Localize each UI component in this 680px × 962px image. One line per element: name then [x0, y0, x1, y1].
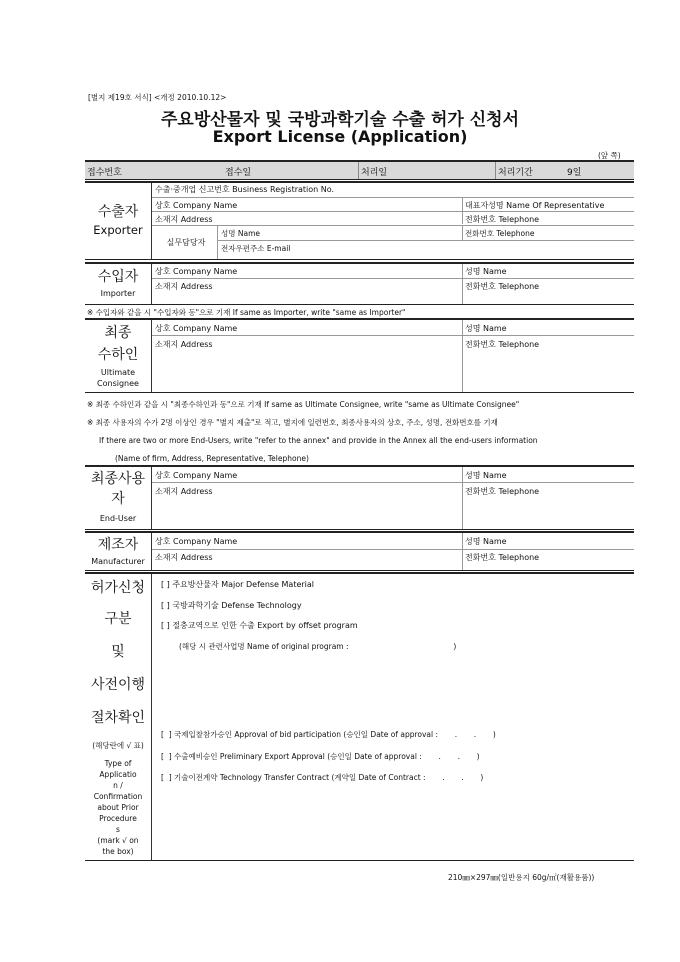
- exporter-representative-field[interactable]: 대표자성명 Name Of Representative: [465, 201, 605, 210]
- importer-telephone-field[interactable]: 전화번호 Telephone: [465, 282, 540, 291]
- procedure-preliminary-approval[interactable]: [ ] 수출예비승인 Preliminary Export Approval (승인일 Date of approval : . . ): [161, 752, 480, 761]
- receipt-date-label: 접수일: [225, 168, 252, 178]
- enduser-label: 최종사용 자 End-User: [85, 467, 152, 529]
- option-defense-technology[interactable]: [ ] 국방과학기술 Defense Technology: [161, 601, 302, 610]
- exporter-telephone-field[interactable]: 전화번호 Telephone: [465, 215, 540, 224]
- importer-note: ※ 수입자와 같을 시 "수입자와 동"으로 기재 If same as Importer, write "same as Importer": [87, 308, 406, 317]
- paper-spec-footer: 210㎜×297㎜(일반용지 60g/㎡(재활용품)): [448, 873, 595, 882]
- consignee-note: ※ 최종 수하인과 같을 시 "최종수하인과 동"으로 기재 If same as Ultimate Consignee, write "same as Ultimate Consignee": [87, 400, 520, 409]
- page-side-label: (앞 쪽): [598, 151, 621, 160]
- importer-name-field[interactable]: 성명 Name: [465, 267, 507, 276]
- enduser-address-field[interactable]: 소재지 Address: [155, 487, 213, 496]
- importer-label: 수입자 Importer: [85, 264, 152, 304]
- manufacturer-name-field[interactable]: 성명 Name: [465, 537, 507, 546]
- consignee-telephone-field[interactable]: 전화번호 Telephone: [465, 340, 540, 349]
- processing-header: [85, 160, 634, 180]
- procedure-bid-approval[interactable]: [ ] 국제입찰참가승인 Approval of bid participation (승인일 Date of approval : . . ): [161, 730, 496, 739]
- receipt-number-label: 접수번호: [87, 168, 122, 178]
- manufacturer-company-field[interactable]: 상호 Company Name: [155, 537, 238, 546]
- staff-email-field[interactable]: 전자우편주소 E-mail: [221, 244, 291, 253]
- consignee-name-field[interactable]: 성명 Name: [465, 324, 507, 333]
- manufacturer-section: [85, 531, 634, 571]
- manufacturer-telephone-field[interactable]: 전화번호 Telephone: [465, 553, 540, 562]
- staff-name-field[interactable]: 성명 Name: [221, 229, 261, 238]
- importer-company-field[interactable]: 상호 Company Name: [155, 267, 238, 276]
- importer-address-field[interactable]: 소재지 Address: [155, 282, 213, 291]
- consignee-address-field[interactable]: 소재지 Address: [155, 340, 213, 349]
- enduser-telephone-field[interactable]: 전화번호 Telephone: [465, 487, 540, 496]
- form-reference: [별지 제19호 서식] <개정 2010.10.12>: [88, 93, 227, 102]
- title-korean: 주요방산물자 및 국방과학기술 수출 허가 신청서: [160, 110, 520, 130]
- consignee-section: [85, 318, 634, 393]
- manufacturer-address-field[interactable]: 소재지 Address: [155, 553, 213, 562]
- importer-section: [85, 262, 634, 305]
- exporter-section: [85, 181, 634, 260]
- procedure-technology-transfer[interactable]: [ ] 기술이전계약 Technology Transfer Contract (계약일 Date of Contract : . . ): [161, 773, 484, 782]
- title-english: Export License (Application): [212, 127, 468, 146]
- exporter-label: 수출자 Exporter: [85, 183, 152, 259]
- exporter-address-field[interactable]: 소재지 Address: [155, 215, 213, 224]
- enduser-section: [85, 465, 634, 530]
- enduser-company-field[interactable]: 상호 Company Name: [155, 471, 238, 480]
- consignee-label: 최종 수하인 Ultimate Consignee: [85, 320, 152, 392]
- consignee-company-field[interactable]: 상호 Company Name: [155, 324, 238, 333]
- enduser-note-ko: ※ 최종 사용자의 수가 2명 이상인 경우 "별지 제출"로 적고, 별지에 일련번호, 최종사용자의 상호, 주소, 성명, 전화번호를 기재: [87, 418, 498, 427]
- enduser-note-en: If there are two or more End-Users, write "refer to the annex" and provide in the Annex all the end-users information: [99, 436, 538, 445]
- process-period-value: 9일: [567, 168, 582, 178]
- staff-label: 실무담당자: [166, 238, 206, 247]
- application-type-section: [85, 572, 634, 861]
- enduser-name-field[interactable]: 성명 Name: [465, 471, 507, 480]
- enduser-note-fields: (Name of firm, Address, Representative, Telephone): [115, 454, 309, 463]
- staff-telephone-field[interactable]: 전화번호 Telephone: [465, 229, 535, 238]
- application-type-label: 허가신청 구분 및 사전이행 절차확인 (해당란에 √ 표) Type of Applicatio n / Confirmation about Prior Procedure s (mark √ on the box): [85, 574, 152, 860]
- process-date-label: 처리일: [361, 168, 388, 178]
- process-period-label: 처리기간: [498, 168, 533, 178]
- option-defense-material[interactable]: [ ] 주요방산물자 Major Defense Material: [161, 580, 315, 589]
- option-offset-export[interactable]: [ ] 절충교역으로 인한 수출 Export by offset program: [161, 621, 358, 630]
- offset-program-name-field[interactable]: (해당 시 관련사업명 Name of original program : ): [179, 642, 457, 651]
- business-registration-field[interactable]: 수출·중개업 신고번호 Business Registration No.: [155, 185, 335, 194]
- exporter-company-field[interactable]: 상호 Company Name: [155, 201, 238, 210]
- manufacturer-label: 제조자 Manufacturer: [85, 533, 152, 570]
